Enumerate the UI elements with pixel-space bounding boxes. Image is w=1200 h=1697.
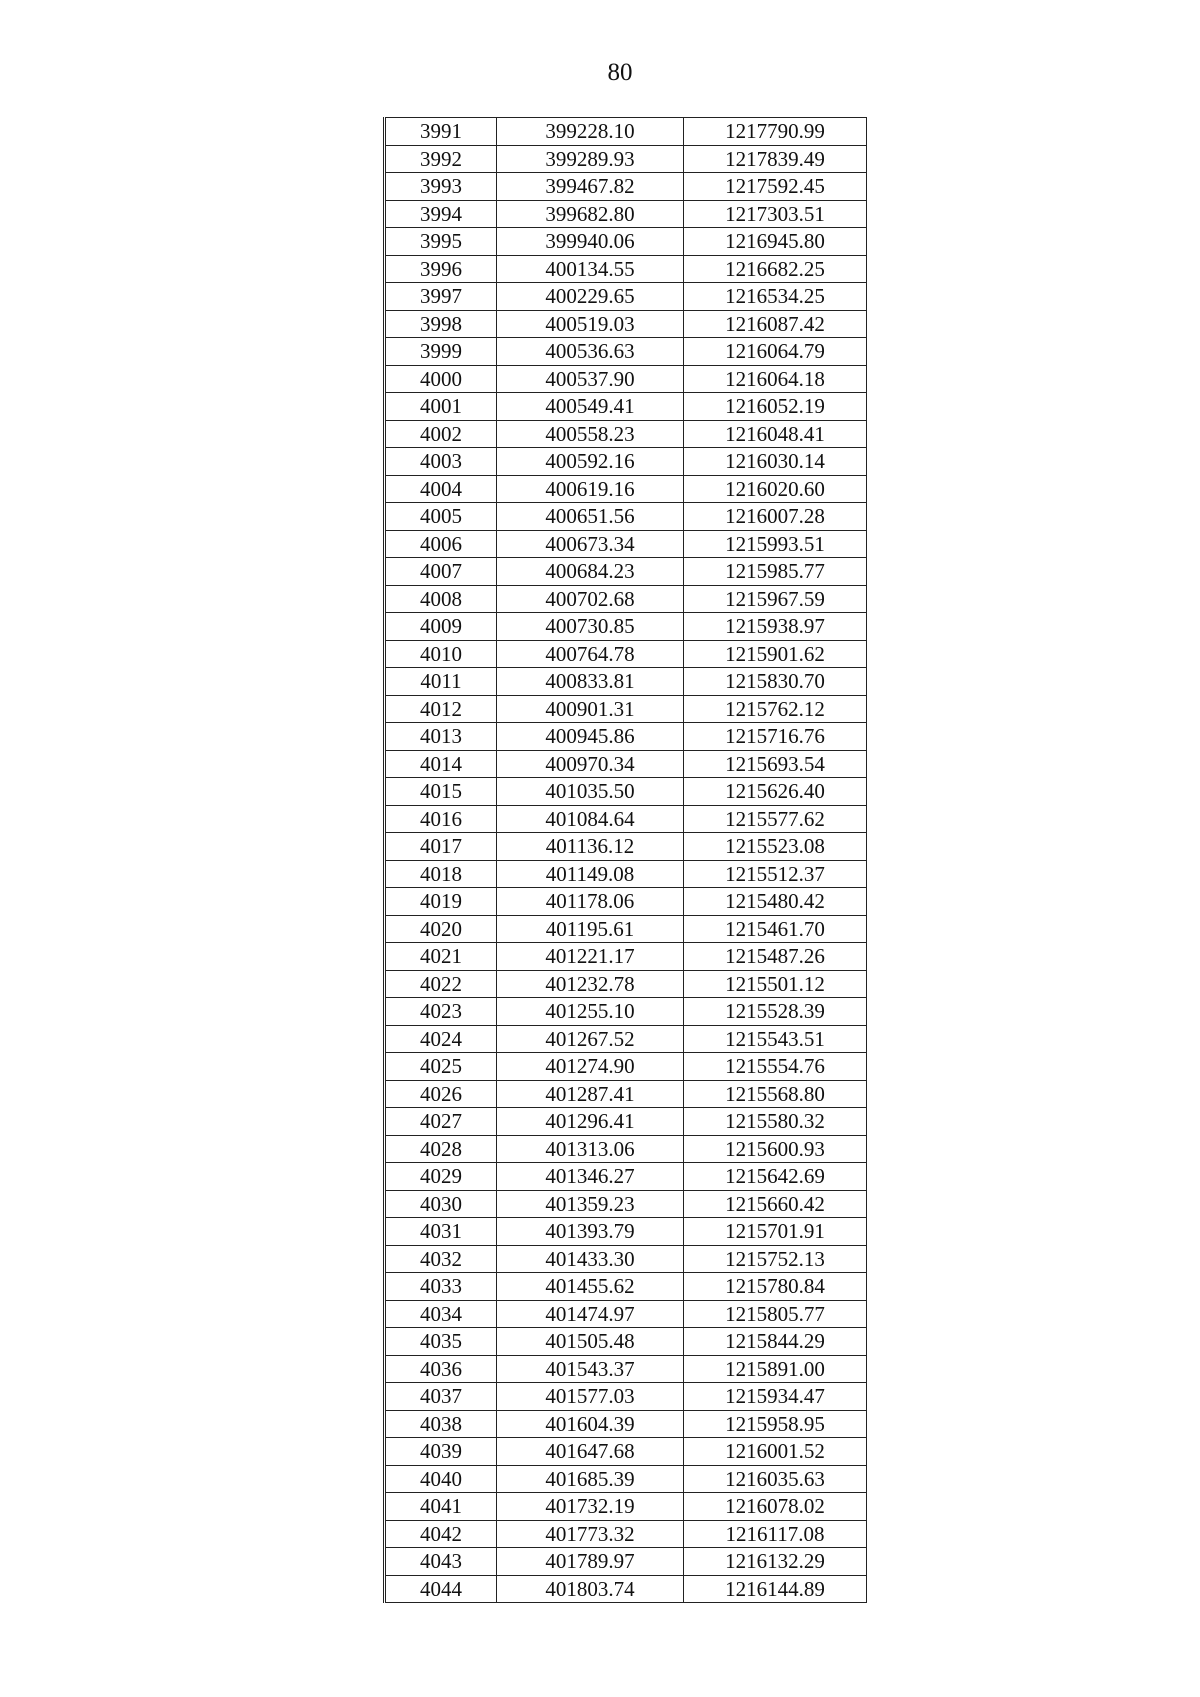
x-coordinate-cell: 400730.85: [497, 613, 684, 641]
y-coordinate-cell: 1216682.25: [684, 255, 867, 283]
table-row: [385, 915, 867, 943]
point-number-cell: 3994: [385, 200, 497, 228]
point-number-cell: 4037: [385, 1383, 497, 1411]
x-coordinate-cell: 401035.50: [497, 778, 684, 806]
point-number-cell: 4039: [385, 1438, 497, 1466]
table-row: [385, 310, 867, 338]
x-coordinate-cell: 400945.86: [497, 723, 684, 751]
point-number-cell: 4021: [385, 943, 497, 971]
y-coordinate-cell: 1216001.52: [684, 1438, 867, 1466]
table-row: [385, 778, 867, 806]
y-coordinate-cell: 1216945.80: [684, 228, 867, 256]
y-coordinate-cell: 1215762.12: [684, 695, 867, 723]
point-number-cell: 3997: [385, 283, 497, 311]
y-coordinate-cell: 1215958.95: [684, 1410, 867, 1438]
point-number-cell: 4040: [385, 1465, 497, 1493]
y-coordinate-cell: 1215626.40: [684, 778, 867, 806]
y-coordinate-cell: 1216007.28: [684, 503, 867, 531]
point-number-cell: 4017: [385, 833, 497, 861]
y-coordinate-cell: 1215580.32: [684, 1108, 867, 1136]
point-number-cell: 4011: [385, 668, 497, 696]
x-coordinate-cell: 401287.41: [497, 1080, 684, 1108]
x-coordinate-cell: 401732.19: [497, 1493, 684, 1521]
table-row: [385, 1218, 867, 1246]
point-number-cell: 4035: [385, 1328, 497, 1356]
table-row: [385, 530, 867, 558]
y-coordinate-cell: 1215985.77: [684, 558, 867, 586]
table-row: [385, 1025, 867, 1053]
table-row: [385, 255, 867, 283]
x-coordinate-cell: 401803.74: [497, 1575, 684, 1603]
y-coordinate-cell: 1215523.08: [684, 833, 867, 861]
x-coordinate-cell: 401647.68: [497, 1438, 684, 1466]
table-row: [385, 805, 867, 833]
table-row: [385, 420, 867, 448]
x-coordinate-cell: 400558.23: [497, 420, 684, 448]
x-coordinate-cell: 400134.55: [497, 255, 684, 283]
table-row: [385, 118, 867, 146]
point-number-cell: 4009: [385, 613, 497, 641]
table-row: [385, 585, 867, 613]
x-coordinate-cell: 401274.90: [497, 1053, 684, 1081]
y-coordinate-cell: 1215642.69: [684, 1163, 867, 1191]
y-coordinate-cell: 1215568.80: [684, 1080, 867, 1108]
table-row: [385, 888, 867, 916]
x-coordinate-cell: 401346.27: [497, 1163, 684, 1191]
y-coordinate-cell: 1215844.29: [684, 1328, 867, 1356]
point-number-cell: 4038: [385, 1410, 497, 1438]
point-number-cell: 4006: [385, 530, 497, 558]
point-number-cell: 4016: [385, 805, 497, 833]
table-row: [385, 1355, 867, 1383]
point-number-cell: 4041: [385, 1493, 497, 1521]
point-number-cell: 4026: [385, 1080, 497, 1108]
table-row: [385, 1465, 867, 1493]
table-row: [385, 640, 867, 668]
y-coordinate-cell: 1215934.47: [684, 1383, 867, 1411]
x-coordinate-cell: 400549.41: [497, 393, 684, 421]
x-coordinate-cell: 401296.41: [497, 1108, 684, 1136]
point-number-cell: 4034: [385, 1300, 497, 1328]
table-row: [385, 1245, 867, 1273]
table-row: [385, 173, 867, 201]
x-coordinate-cell: 400651.56: [497, 503, 684, 531]
x-coordinate-cell: 401474.97: [497, 1300, 684, 1328]
table-row: [385, 1383, 867, 1411]
point-number-cell: 4013: [385, 723, 497, 751]
point-number-cell: 4012: [385, 695, 497, 723]
x-coordinate-cell: 400833.81: [497, 668, 684, 696]
table-row: [385, 943, 867, 971]
table-row: [385, 970, 867, 998]
x-coordinate-cell: 401267.52: [497, 1025, 684, 1053]
x-coordinate-cell: 401789.97: [497, 1548, 684, 1576]
table-row: [385, 1520, 867, 1548]
point-number-cell: 4007: [385, 558, 497, 586]
y-coordinate-cell: 1215891.00: [684, 1355, 867, 1383]
x-coordinate-cell: 401604.39: [497, 1410, 684, 1438]
y-coordinate-cell: 1215600.93: [684, 1135, 867, 1163]
table-row: [385, 1410, 867, 1438]
x-coordinate-cell: 400619.16: [497, 475, 684, 503]
y-coordinate-cell: 1215901.62: [684, 640, 867, 668]
y-coordinate-cell: 1215780.84: [684, 1273, 867, 1301]
point-number-cell: 4030: [385, 1190, 497, 1218]
point-number-cell: 4028: [385, 1135, 497, 1163]
table-row: [385, 1108, 867, 1136]
table-row: [385, 1548, 867, 1576]
point-number-cell: 4001: [385, 393, 497, 421]
y-coordinate-cell: 1217839.49: [684, 145, 867, 173]
point-number-cell: 4033: [385, 1273, 497, 1301]
y-coordinate-cell: 1216048.41: [684, 420, 867, 448]
point-number-cell: 4015: [385, 778, 497, 806]
x-coordinate-cell: 400901.31: [497, 695, 684, 723]
x-coordinate-cell: 401136.12: [497, 833, 684, 861]
y-coordinate-cell: 1215693.54: [684, 750, 867, 778]
table-row: [385, 668, 867, 696]
table-row: [385, 723, 867, 751]
point-number-cell: 3991: [385, 118, 497, 146]
table-row: [385, 475, 867, 503]
point-number-cell: 4031: [385, 1218, 497, 1246]
point-number-cell: 4044: [385, 1575, 497, 1603]
point-number-cell: 3993: [385, 173, 497, 201]
point-number-cell: 4043: [385, 1548, 497, 1576]
y-coordinate-cell: 1215830.70: [684, 668, 867, 696]
table-row: [385, 200, 867, 228]
point-number-cell: 4019: [385, 888, 497, 916]
y-coordinate-cell: 1215660.42: [684, 1190, 867, 1218]
table-row: [385, 1273, 867, 1301]
x-coordinate-cell: 401505.48: [497, 1328, 684, 1356]
x-coordinate-cell: 401543.37: [497, 1355, 684, 1383]
table-row: [385, 1493, 867, 1521]
y-coordinate-cell: 1216132.29: [684, 1548, 867, 1576]
point-number-cell: 3995: [385, 228, 497, 256]
x-coordinate-cell: 400684.23: [497, 558, 684, 586]
point-number-cell: 4002: [385, 420, 497, 448]
table-row: [385, 1135, 867, 1163]
y-coordinate-cell: 1216078.02: [684, 1493, 867, 1521]
point-number-cell: 4023: [385, 998, 497, 1026]
y-coordinate-cell: 1215752.13: [684, 1245, 867, 1273]
table-row: [385, 1575, 867, 1603]
x-coordinate-cell: 399289.93: [497, 145, 684, 173]
table-row: [385, 1438, 867, 1466]
y-coordinate-cell: 1217592.45: [684, 173, 867, 201]
y-coordinate-cell: 1216035.63: [684, 1465, 867, 1493]
x-coordinate-cell: 401433.30: [497, 1245, 684, 1273]
y-coordinate-cell: 1215993.51: [684, 530, 867, 558]
x-coordinate-cell: 401577.03: [497, 1383, 684, 1411]
x-coordinate-cell: 401232.78: [497, 970, 684, 998]
table-row: [385, 833, 867, 861]
x-coordinate-cell: 400702.68: [497, 585, 684, 613]
table-row: [385, 860, 867, 888]
y-coordinate-cell: 1216144.89: [684, 1575, 867, 1603]
x-coordinate-cell: 400229.65: [497, 283, 684, 311]
point-number-cell: 3999: [385, 338, 497, 366]
y-coordinate-cell: 1216064.79: [684, 338, 867, 366]
table-row: [385, 1053, 867, 1081]
y-coordinate-cell: 1216087.42: [684, 310, 867, 338]
table-row: [385, 338, 867, 366]
x-coordinate-cell: 401359.23: [497, 1190, 684, 1218]
x-coordinate-cell: 399467.82: [497, 173, 684, 201]
coordinate-table-body: [385, 118, 867, 1603]
point-number-cell: 3992: [385, 145, 497, 173]
y-coordinate-cell: 1215967.59: [684, 585, 867, 613]
y-coordinate-cell: 1216064.18: [684, 365, 867, 393]
point-number-cell: 4025: [385, 1053, 497, 1081]
x-coordinate-cell: 399228.10: [497, 118, 684, 146]
table-row: [385, 1080, 867, 1108]
point-number-cell: 4020: [385, 915, 497, 943]
point-number-cell: 4005: [385, 503, 497, 531]
point-number-cell: 3998: [385, 310, 497, 338]
table-row: [385, 1328, 867, 1356]
point-number-cell: 4032: [385, 1245, 497, 1273]
y-coordinate-cell: 1217790.99: [684, 118, 867, 146]
y-coordinate-cell: 1215938.97: [684, 613, 867, 641]
x-coordinate-cell: 400764.78: [497, 640, 684, 668]
point-number-cell: 4022: [385, 970, 497, 998]
y-coordinate-cell: 1216117.08: [684, 1520, 867, 1548]
coordinate-table: [383, 117, 867, 1603]
x-coordinate-cell: 401149.08: [497, 860, 684, 888]
y-coordinate-cell: 1215501.12: [684, 970, 867, 998]
table-row: [385, 365, 867, 393]
x-coordinate-cell: 400970.34: [497, 750, 684, 778]
table-row: [385, 503, 867, 531]
x-coordinate-cell: 401255.10: [497, 998, 684, 1026]
x-coordinate-cell: 399940.06: [497, 228, 684, 256]
point-number-cell: 4008: [385, 585, 497, 613]
y-coordinate-cell: 1216052.19: [684, 393, 867, 421]
table-row: [385, 1190, 867, 1218]
point-number-cell: 3996: [385, 255, 497, 283]
point-number-cell: 4000: [385, 365, 497, 393]
y-coordinate-cell: 1215461.70: [684, 915, 867, 943]
table-row: [385, 695, 867, 723]
y-coordinate-cell: 1215512.37: [684, 860, 867, 888]
table-row: [385, 613, 867, 641]
x-coordinate-cell: 401084.64: [497, 805, 684, 833]
table-row: [385, 558, 867, 586]
point-number-cell: 4003: [385, 448, 497, 476]
point-number-cell: 4036: [385, 1355, 497, 1383]
y-coordinate-cell: 1216534.25: [684, 283, 867, 311]
x-coordinate-cell: 401195.61: [497, 915, 684, 943]
table-row: [385, 228, 867, 256]
point-number-cell: 4042: [385, 1520, 497, 1548]
table-row: [385, 283, 867, 311]
y-coordinate-cell: 1215577.62: [684, 805, 867, 833]
y-coordinate-cell: 1216030.14: [684, 448, 867, 476]
x-coordinate-cell: 401313.06: [497, 1135, 684, 1163]
y-coordinate-cell: 1215528.39: [684, 998, 867, 1026]
x-coordinate-cell: 401178.06: [497, 888, 684, 916]
y-coordinate-cell: 1215701.91: [684, 1218, 867, 1246]
x-coordinate-cell: 400673.34: [497, 530, 684, 558]
y-coordinate-cell: 1215543.51: [684, 1025, 867, 1053]
x-coordinate-cell: 400519.03: [497, 310, 684, 338]
point-number-cell: 4029: [385, 1163, 497, 1191]
table-row: [385, 1163, 867, 1191]
point-number-cell: 4018: [385, 860, 497, 888]
x-coordinate-cell: 399682.80: [497, 200, 684, 228]
point-number-cell: 4010: [385, 640, 497, 668]
table-row: [385, 448, 867, 476]
x-coordinate-cell: 400536.63: [497, 338, 684, 366]
y-coordinate-cell: 1215487.26: [684, 943, 867, 971]
table-row: [385, 393, 867, 421]
point-number-cell: 4004: [385, 475, 497, 503]
y-coordinate-cell: 1215480.42: [684, 888, 867, 916]
x-coordinate-cell: 400592.16: [497, 448, 684, 476]
x-coordinate-cell: 401393.79: [497, 1218, 684, 1246]
point-number-cell: 4027: [385, 1108, 497, 1136]
x-coordinate-cell: 401455.62: [497, 1273, 684, 1301]
table-row: [385, 145, 867, 173]
x-coordinate-cell: 401221.17: [497, 943, 684, 971]
x-coordinate-cell: 401773.32: [497, 1520, 684, 1548]
table-row: [385, 1300, 867, 1328]
point-number-cell: 4014: [385, 750, 497, 778]
x-coordinate-cell: 401685.39: [497, 1465, 684, 1493]
y-coordinate-cell: 1215716.76: [684, 723, 867, 751]
point-number-cell: 4024: [385, 1025, 497, 1053]
x-coordinate-cell: 400537.90: [497, 365, 684, 393]
y-coordinate-cell: 1215554.76: [684, 1053, 867, 1081]
y-coordinate-cell: 1216020.60: [684, 475, 867, 503]
table-row: [385, 750, 867, 778]
page-number: 80: [607, 59, 633, 86]
y-coordinate-cell: 1215805.77: [684, 1300, 867, 1328]
y-coordinate-cell: 1217303.51: [684, 200, 867, 228]
table-row: [385, 998, 867, 1026]
